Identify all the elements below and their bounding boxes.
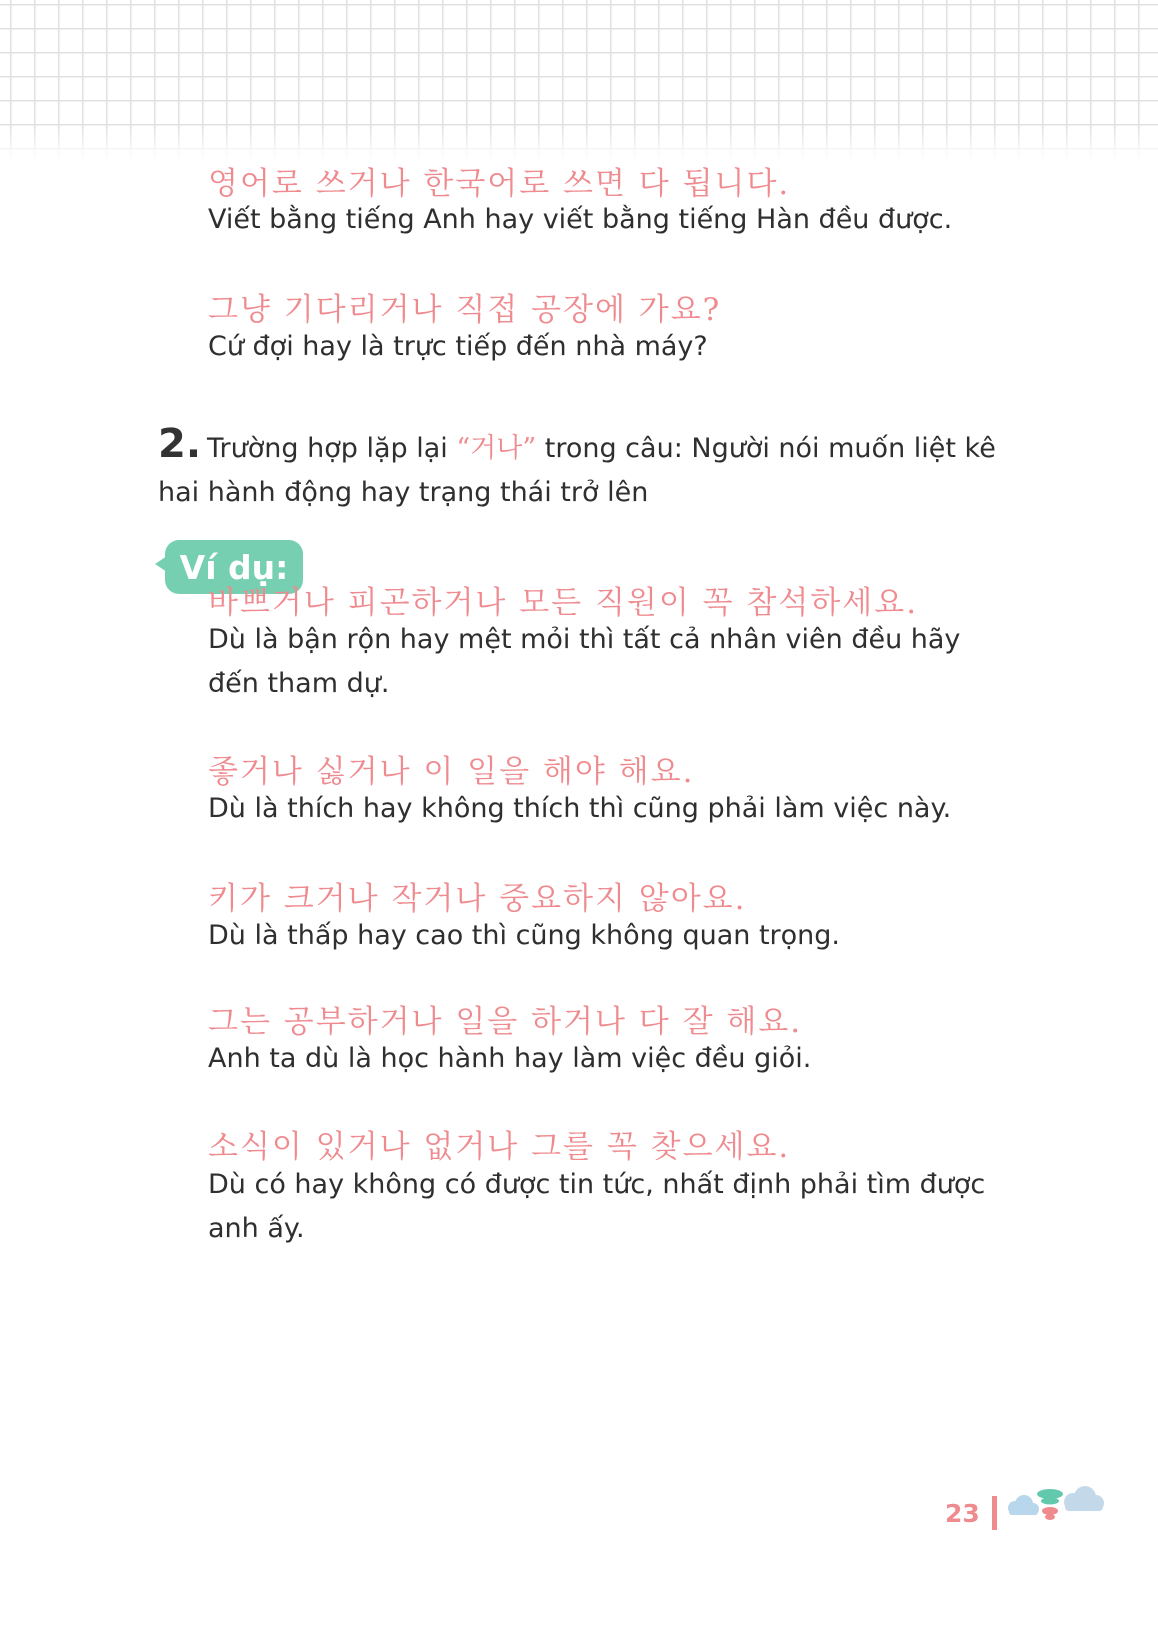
example-badge: Ví dụ: [165,540,303,594]
blue-cloud-large-icon [1064,1486,1104,1511]
blue-cloud-small-icon [1008,1495,1039,1515]
section-heading-quote: “거나” [456,433,537,464]
section-number: 2. [158,421,202,467]
pink-cloud-icon [1042,1507,1058,1520]
example-vietnamese: Dù là bận rộn hay mệt mỏi thì tất cả nhân viên đều hãy đến tham dự. [208,624,961,699]
green-cloud-icon [1037,1489,1063,1505]
example-korean: 그냥 기다리거나 직접 공장에 가요? [208,292,722,328]
section-heading [158,422,998,515]
example-korean: 소식이 있거나 없거나 그를 꼭 찾으세요. [208,1129,791,1165]
example-vietnamese: Cứ đợi hay là trực tiếp đến nhà máy? [208,331,708,362]
section-heading-text: Trường hợp lặp lại [207,433,457,464]
page-number: 23 [945,1499,980,1528]
example-korean: 그는 공부하거나 일을 하거나 다 잘 해요. [208,1004,803,1040]
example-vietnamese: Dù là thấp hay cao thì cũng không quan trọng. [208,920,840,951]
page-number-divider [992,1496,997,1530]
example-korean: 바쁘거나 피곤하거나 모든 직원이 꼭 참석하세요. [208,585,919,621]
section-heading-text-after: trong câu: Người nói muốn liệt kê hai hành động hay trạng thái trở lên [158,433,996,508]
example-korean: 키가 크거나 작거나 중요하지 않아요. [208,881,747,917]
example-vietnamese: Dù là thích hay không thích thì cũng phải làm việc này. [208,793,952,824]
example-vietnamese: Dù có hay không có được tin tức, nhất định phải tìm được anh ấy. [208,1169,986,1244]
example-korean: 영어로 쓰거나 한국어로 쓰면 다 됩니다. [208,166,791,202]
example-vietnamese: Anh ta dù là học hành hay làm việc đều giỏi. [208,1043,812,1074]
grid-pattern-header [0,0,1158,160]
example-vietnamese: Viết bằng tiếng Anh hay viết bằng tiếng Hàn đều được. [208,204,953,235]
example-korean: 좋거나 싫거나 이 일을 해야 해요. [208,754,695,790]
cloud-decoration-icon [1005,1484,1105,1534]
